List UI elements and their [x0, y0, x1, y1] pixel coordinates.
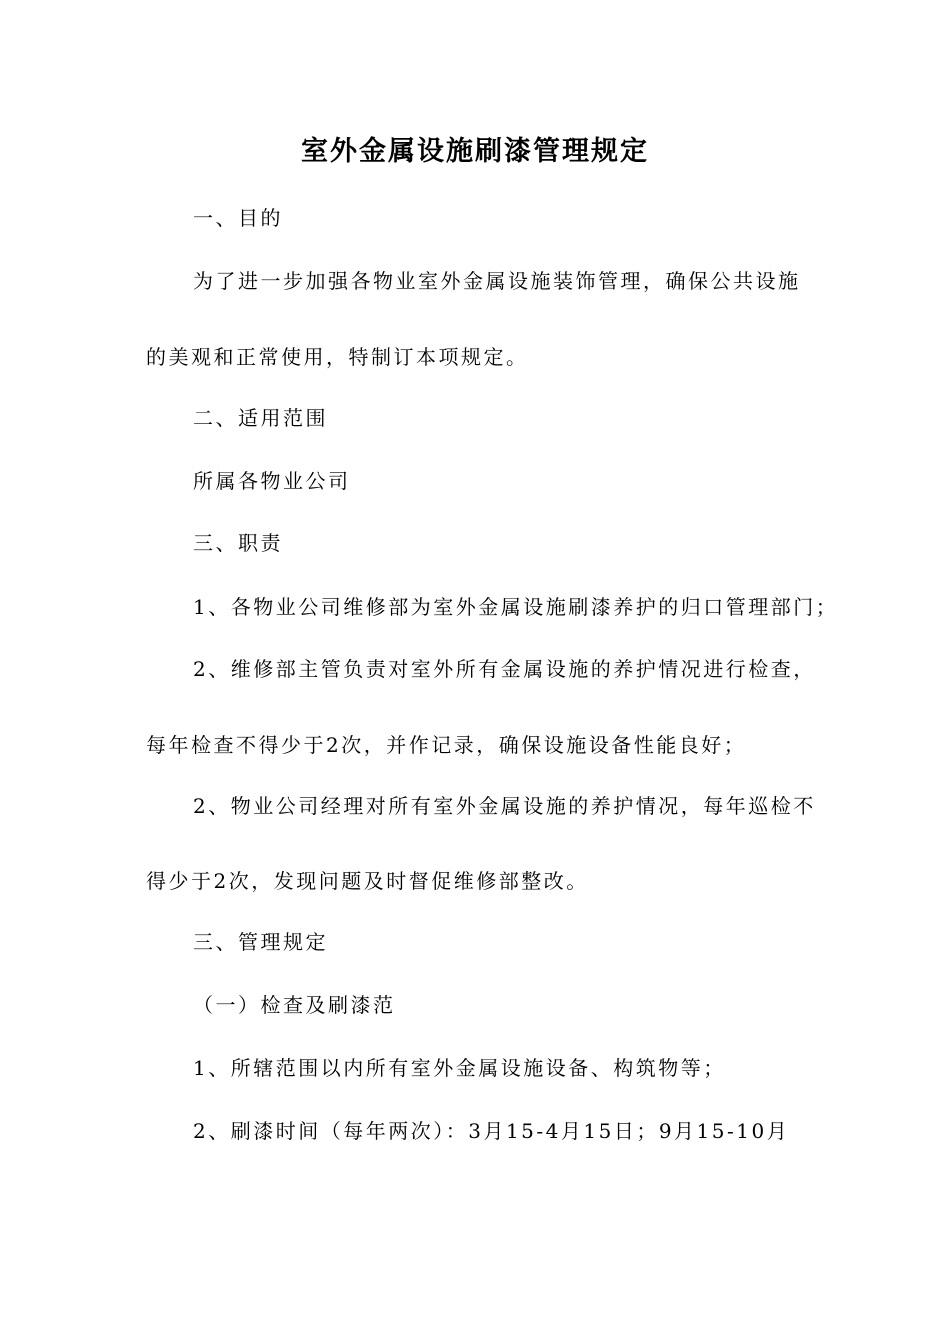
list-item: 1、各物业公司维修部为室外金属设施刷漆养护的归口管理部门； [193, 595, 839, 619]
list-item: 2、刷漆时间（每年两次）：3月15-4月15日；9月15-10月 [193, 1119, 790, 1143]
paragraph-line: 的美观和正常使用，特制订本项规定。 [146, 345, 529, 369]
list-item: 2、物业公司经理对所有室外金属设施的养护情况，每年巡检不 [193, 794, 816, 818]
section-heading-duties: 三、职责 [193, 531, 283, 555]
subsection-heading: （一）检查及刷漆范 [193, 993, 396, 1017]
paragraph-line: 所属各物业公司 [193, 469, 351, 493]
paragraph-line: 为了进一步加强各物业室外金属设施装饰管理，确保公共设施 [193, 269, 801, 293]
paragraph-line: 每年检查不得少于2次，并作记录，确保设施设备性能良好； [146, 733, 747, 757]
section-heading-purpose: 一、目的 [193, 206, 283, 230]
section-heading-rules: 三、管理规定 [193, 930, 328, 954]
list-item: 1、所辖范围以内所有室外金属设施设备、构筑物等； [193, 1056, 726, 1080]
document-title: 室外金属设施刷漆管理规定 [301, 136, 649, 167]
list-item: 2、维修部主管负责对室外所有金属设施的养护情况进行检查， [193, 657, 816, 681]
section-heading-scope: 二、适用范围 [193, 406, 328, 430]
paragraph-line: 得少于2次，发现问题及时督促维修部整改。 [146, 869, 589, 893]
